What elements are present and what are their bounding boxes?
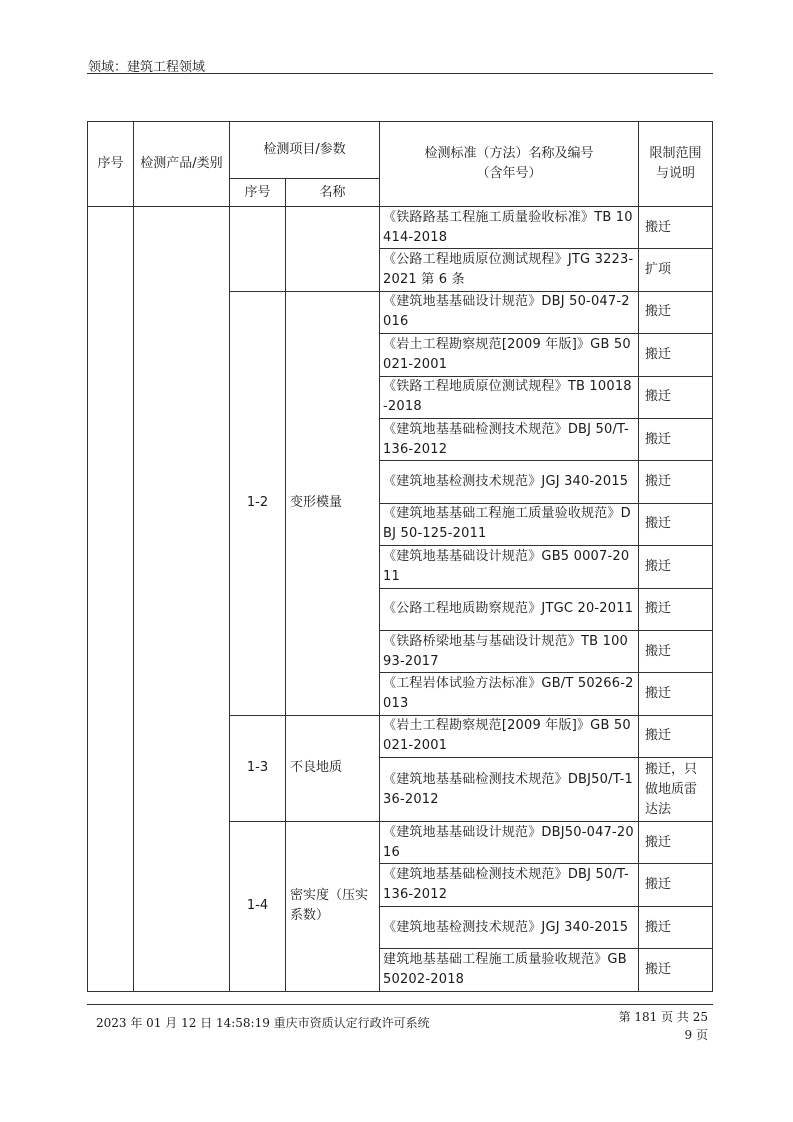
item-name: 密实度（压实系数） — [286, 822, 380, 992]
limit-note: 搬迁 — [639, 546, 713, 588]
standard-cell: 《工程岩体试验方法标准》GB/T 50266-2013 — [380, 673, 639, 715]
limit-note: 扩项 — [639, 249, 713, 291]
item-name: 不良地质 — [286, 715, 380, 821]
item-seq: 1-2 — [230, 291, 286, 715]
cell-seq — [88, 207, 134, 992]
limit-note: 搬迁 — [639, 503, 713, 545]
scope-table — [87, 121, 713, 992]
header-item-seq: 序号 — [230, 179, 286, 207]
standard-cell: 《建筑地基基础设计规范》GB5 0007-2011 — [380, 546, 639, 588]
item-seq: 1-3 — [230, 715, 286, 821]
header-rule — [87, 73, 713, 74]
standard-cell: 《建筑地基基础设计规范》DBJ 50-047-2016 — [380, 291, 639, 333]
item-seq: 1-4 — [230, 822, 286, 992]
limit-note: 搬迁 — [639, 207, 713, 249]
standard-cell: 建筑地基基础工程施工质量验收规范》GB 50202-2018 — [380, 949, 639, 991]
limit-note: 搬迁 — [639, 376, 713, 418]
limit-note: 搬迁 — [639, 906, 713, 948]
standard-cell: 《岩土工程勘察规范[2009 年版]》GB 50021-2001 — [380, 715, 639, 757]
limit-note: 搬迁，只做地质雷达法 — [639, 758, 713, 822]
item-name: 变形模量 — [286, 291, 380, 715]
limit-note: 搬迁 — [639, 864, 713, 906]
standard-cell: 《铁路桥梁地基与基础设计规范》TB 10093-2017 — [380, 630, 639, 672]
limit-note: 搬迁 — [639, 291, 713, 333]
header-item-group: 检测项目/参数 — [230, 122, 380, 179]
standard-cell: 《建筑地基基础检测技术规范》DBJ 50/T-136-2012 — [380, 864, 639, 906]
limit-note: 搬迁 — [639, 715, 713, 757]
standard-cell: 《建筑地基基础检测技术规范》DBJ50/T-136-2012 — [380, 758, 639, 822]
item-seq — [230, 207, 286, 292]
standard-cell: 《铁路路基工程施工质量验收标准》TB 10414-2018 — [380, 207, 639, 249]
limit-note: 搬迁 — [639, 822, 713, 864]
standard-cell: 《建筑地基基础检测技术规范》DBJ 50/T-136-2012 — [380, 418, 639, 460]
footer-rule — [87, 1004, 713, 1005]
standard-cell: 《建筑地基检测技术规范》JGJ 340-2015 — [380, 906, 639, 948]
standard-cell: 《铁路工程地质原位测试规程》TB 10018-2018 — [380, 376, 639, 418]
limit-note: 搬迁 — [639, 418, 713, 460]
limit-note: 搬迁 — [639, 630, 713, 672]
standard-cell: 《公路工程地质原位测试规程》JTG 3223-2021 第 6 条 — [380, 249, 639, 291]
header-product: 检测产品/类别 — [134, 122, 230, 207]
header-seq: 序号 — [88, 122, 134, 207]
standard-cell: 《岩土工程勘察规范[2009 年版]》GB 50021-2001 — [380, 334, 639, 376]
table-row — [88, 207, 713, 249]
limit-note: 搬迁 — [639, 949, 713, 991]
header-standard: 检测标准（方法）名称及编号（含年号） — [380, 122, 639, 207]
footer-page-number: 第 181 页 共 259 页 — [618, 1010, 708, 1042]
item-name — [286, 207, 380, 292]
cell-product — [134, 207, 230, 992]
limit-note: 搬迁 — [639, 461, 713, 503]
header-limit: 限制范围与说明 — [639, 122, 713, 207]
standard-cell: 《建筑地基基础设计规范》DBJ50-047-2016 — [380, 822, 639, 864]
footer-timestamp: 2023 年 01 月 12 日 14:58:19 重庆市资质认定行政许可系统 — [96, 1016, 430, 1030]
page-header: 领域：建筑工程领域 — [88, 60, 206, 75]
standard-cell: 《公路工程地质勘察规范》JTGC 20-2011 — [380, 588, 639, 630]
standard-cell: 《建筑地基基础工程施工质量验收规范》DBJ 50-125-2011 — [380, 503, 639, 545]
limit-note: 搬迁 — [639, 334, 713, 376]
standard-cell: 《建筑地基检测技术规范》JGJ 340-2015 — [380, 461, 639, 503]
limit-note: 搬迁 — [639, 588, 713, 630]
limit-note: 搬迁 — [639, 673, 713, 715]
header-item-name: 名称 — [286, 179, 380, 207]
